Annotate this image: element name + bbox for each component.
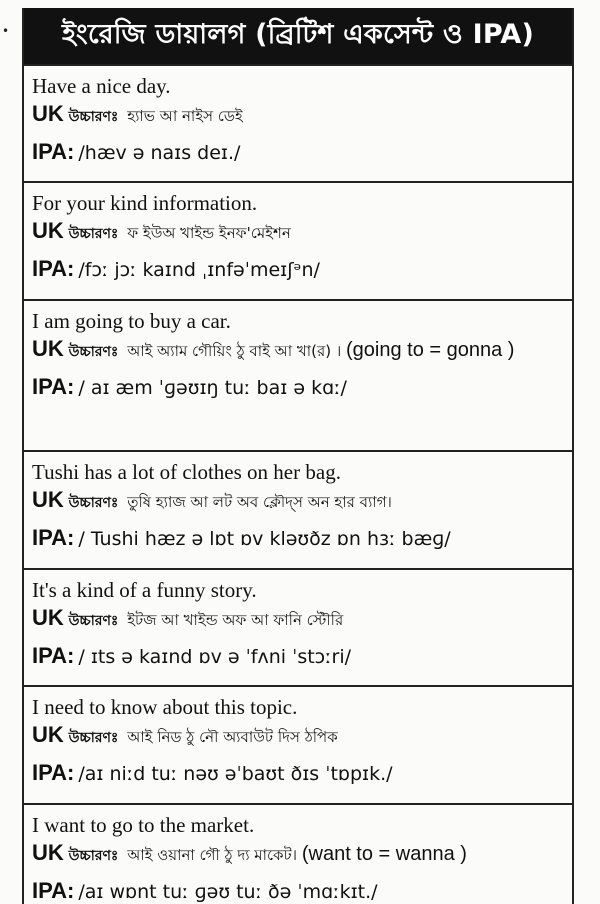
dialogue-table [22, 8, 574, 904]
english-sentence: I need to know about this topic. [32, 695, 298, 719]
table-row [24, 452, 572, 570]
ipa-label: IPA: [32, 643, 75, 668]
uk-label: UK [32, 722, 64, 747]
ipa-label: IPA: [32, 760, 75, 785]
ipa-transcription: /aɪ wɒnt tuː ɡəʊ tuː ðə ˈmɑːkɪt./ [78, 881, 378, 903]
english-sentence: For your kind information. [32, 191, 258, 215]
ipa-label: IPA: [32, 256, 75, 281]
pronunciation-label: উচ্চারণঃ [68, 226, 119, 242]
ipa-transcription: / aɪ æm ˈɡəʊɪŋ tuː baɪ ə kɑː/ [78, 377, 347, 399]
ipa-transcription: / Tushi hæz ə lɒt ɒv kləʊðz ɒn hɜː bæɡ/ [78, 528, 451, 550]
uk-pronunciation [32, 838, 564, 871]
informal-note: (going to = gonna ) [346, 339, 515, 361]
table-row [24, 805, 572, 904]
table-header [24, 8, 572, 66]
uk-label: UK [32, 605, 64, 630]
ipa-label: IPA: [32, 139, 75, 164]
ipa-line [32, 758, 564, 789]
ipa-line [32, 641, 564, 672]
pronunciation-label: উচ্চারণঃ [68, 848, 119, 864]
bengali-transcription: ইটজ আ খাইন্ড অফ আ ফানি স্টৌরি [127, 611, 344, 629]
bengali-transcription: তুষি হ্যাজ আ লট অব ক্লৌদ্‌স অন হার ব্যাগ। [127, 493, 392, 511]
pronunciation-label: উচ্চারণঃ [68, 109, 119, 125]
uk-label: UK [32, 336, 64, 361]
english-sentence: It's a kind of a funny story. [32, 578, 257, 602]
uk-pronunciation [32, 603, 564, 636]
pronunciation-label: উচ্চারণঃ [68, 730, 119, 746]
bengali-transcription: আই ওয়ানা গৌ ঠু দ্য মাকেট। [127, 846, 298, 864]
uk-label: UK [32, 487, 64, 512]
informal-note: (want to = wanna ) [301, 843, 467, 865]
bengali-transcription: হ্যাভ আ নাইস ডেই [127, 107, 243, 125]
ipa-label: IPA: [32, 374, 75, 399]
ipa-transcription: /fɔː jɔː kaɪnd ˌɪnfəˈmeɪʃᵊn/ [78, 259, 320, 281]
ipa-line [32, 372, 564, 403]
english-sentence: I am going to buy a car. [32, 309, 231, 333]
uk-pronunciation [32, 216, 564, 249]
table-title: ইংরেজি ডায়ালগ (ব্রিটিশ একসেন্ট ও IPA) [62, 18, 534, 50]
uk-label: UK [32, 840, 64, 865]
ipa-label: IPA: [32, 878, 75, 903]
bengali-transcription: আই নিড ঠু নৌ অ্যবাউট দিস ঠপিক [127, 728, 338, 746]
uk-label: UK [32, 218, 64, 243]
ipa-line [32, 137, 564, 168]
uk-label: UK [32, 101, 64, 126]
bengali-transcription: ফ ইউঅ খাইন্ড ইনফ'মেইশন [127, 224, 291, 242]
ipa-label: IPA: [32, 525, 75, 550]
uk-pronunciation [32, 720, 564, 753]
english-sentence: Have a nice day. [32, 74, 171, 98]
pronunciation-label: উচ্চারণঃ [68, 495, 119, 511]
pronunciation-label: উচ্চারণঃ [68, 344, 119, 360]
pronunciation-label: উচ্চারণঃ [68, 613, 119, 629]
ipa-line [32, 254, 564, 285]
ipa-transcription: /aɪ niːd tuː nəʊ əˈbaʊt ðɪs ˈtɒpɪk./ [78, 763, 393, 785]
margin-mark: • [2, 24, 10, 38]
table-row [24, 570, 572, 687]
uk-pronunciation [32, 334, 564, 367]
uk-pronunciation [32, 99, 564, 132]
ipa-transcription: / ɪts ə kaɪnd ɒv ə ˈfʌni ˈstɔːri/ [78, 646, 351, 668]
english-sentence: I want to go to the market. [32, 813, 255, 837]
table-row [24, 66, 572, 183]
uk-pronunciation [32, 485, 564, 518]
table-row [24, 687, 572, 805]
table-row [24, 301, 572, 452]
ipa-line [32, 876, 564, 904]
ipa-transcription: /hæv ə naɪs deɪ./ [78, 142, 241, 164]
ipa-line [32, 523, 564, 554]
bengali-transcription: আই অ্যাম গৌয়িং ঠু বাই আ খা(র) । [127, 342, 342, 360]
english-sentence: Tushi has a lot of clothes on her bag. [32, 460, 341, 484]
table-row [24, 183, 572, 301]
